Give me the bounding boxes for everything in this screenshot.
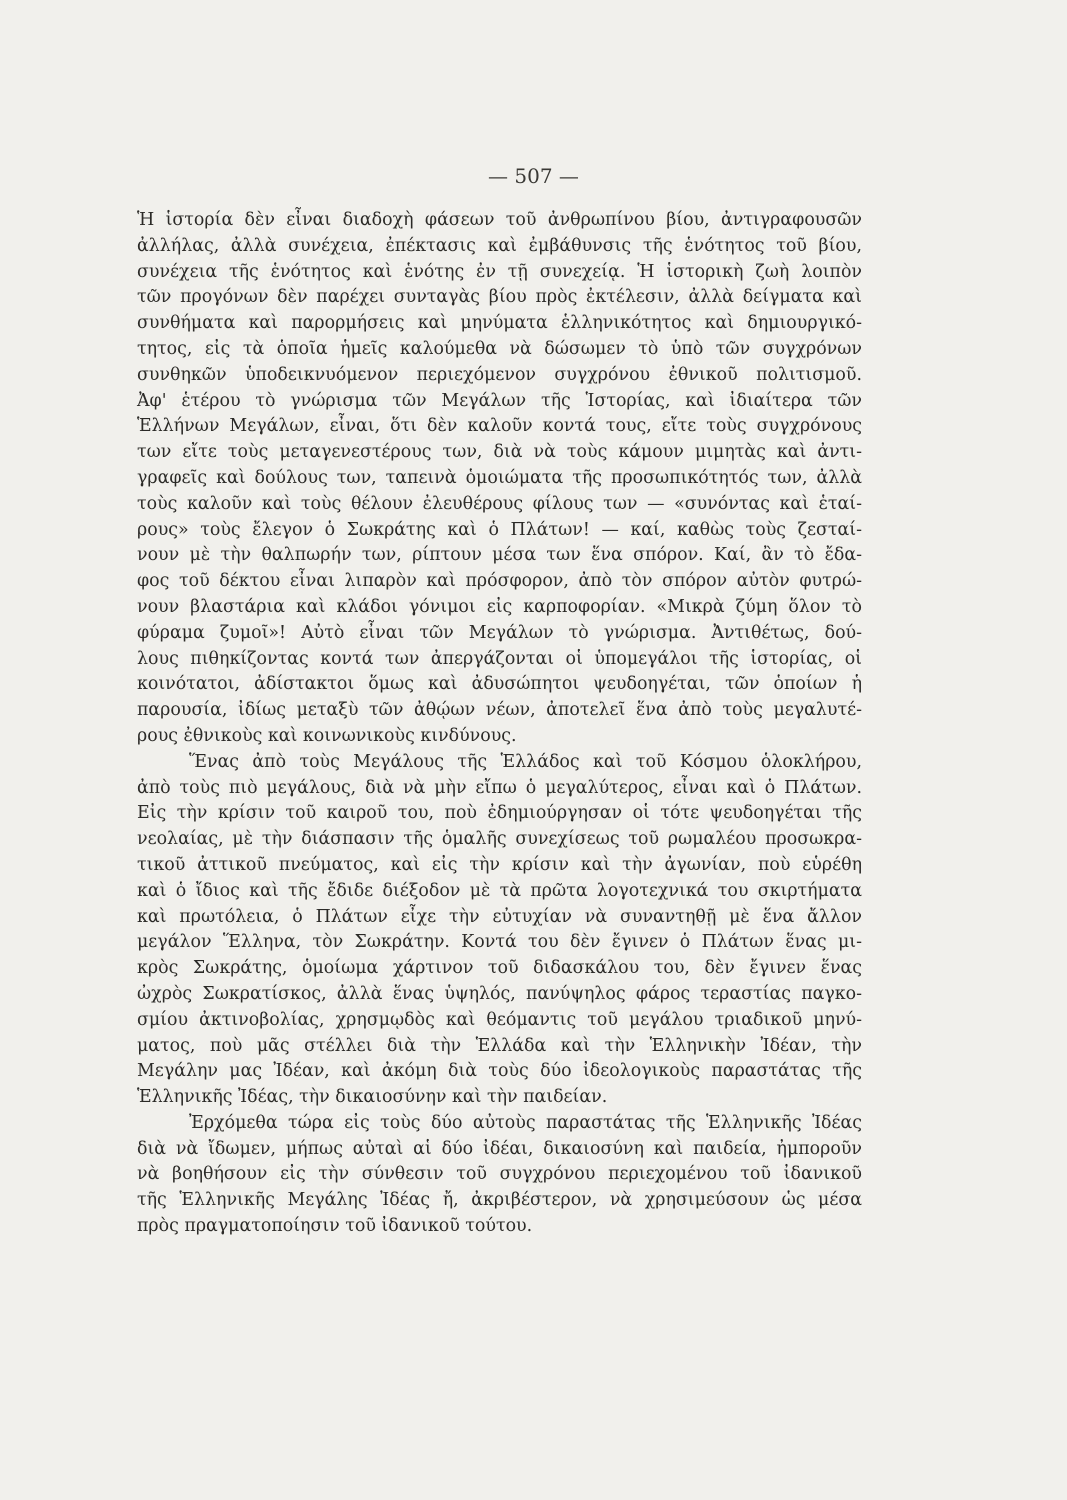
text-line: φος τοῦ δέκτου εἶναι λιπαρὸν καὶ πρόσφορον, ἀπὸ τὸν σπόρον αὐτὸν φυτρώ- [137, 571, 862, 592]
text-line: ἀπὸ τοὺς πιὸ μεγάλους, διὰ νὰ μὴν εἴπω ὁ μεγαλύτερος, εἶναι καὶ ὁ Πλάτων. [137, 777, 862, 798]
text-line: φύραμα ζυμοῖ»! Αὐτὸ εἶναι τῶν Μεγάλων τὸ γνώρισμα. Ἀντιθέτως, δού- [137, 622, 862, 643]
text-line: γραφεῖς καὶ δούλους των, ταπεινὰ ὁμοιώματα τῆς προσωπικότητός των, ἀλλὰ [137, 467, 862, 488]
text-line: Ἑλληνικῆς Ἰδέας, τὴν δικαιοσύνην καὶ τὴν παιδείαν. [137, 1087, 608, 1108]
text-line: Εἰς τὴν κρίσιν τοῦ καιροῦ του, ποὺ ἐδημιούργησαν οἱ τότε ψευδοηγέται τῆς [137, 803, 862, 824]
body-text [137, 208, 862, 1240]
text-line: Ἐρχόμεθα τώρα εἰς τοὺς δύο αὐτοὺς παραστάτας τῆς Ἑλληνικῆς Ἰδέας [189, 1112, 862, 1133]
text-line: Ἑλλήνων Μεγάλων, εἶναι, ὅτι δὲν καλοῦν κοντά τους, εἴτε τοὺς συγχρόνους [137, 416, 862, 437]
text-line: ρους ἐθνικοὺς καὶ κοινωνικοὺς κινδύνους. [137, 725, 517, 746]
text-line: συνθήματα καὶ παρορμήσεις καὶ μηνύματα ἑλληνικότητος καὶ δημιουργικό- [137, 313, 862, 334]
text-line: ὠχρὸς Σωκρατίσκος, ἀλλὰ ἕνας ὑψηλός, πανύψηλος φάρος τεραστίας παγκο- [137, 983, 862, 1004]
text-line: νουν μὲ τὴν θαλπωρήν των, ρίπτουν μέσα των ἕνα σπόρον. Καί, ἂν τὸ ἔδα- [137, 545, 862, 566]
text-line: κοινότατοι, ἀδίστακτοι ὅμως καὶ ἀδυσώπητοι ψευδοηγέται, τῶν ὁποίων ἡ [137, 674, 862, 695]
text-line: πρὸς πραγματοποίησιν τοῦ ἰδανικοῦ τούτου. [137, 1216, 533, 1237]
text-line: κρὸς Σωκράτης, ὁμοίωμα χάρτινον τοῦ διδασκάλου του, δὲν ἔγινεν ἕνας [137, 958, 862, 979]
text-line: Ἀφ' ἑτέρου τὸ γνώρισμα τῶν Μεγάλων τῆς Ἱστορίας, καὶ ἰδιαίτερα τῶν [137, 390, 862, 411]
text-line: νὰ βοηθήσουν εἰς τὴν σύνθεσιν τοῦ συγχρόνου περιεχομένου τοῦ ἰδανικοῦ [137, 1164, 862, 1185]
text-line: των εἴτε τοὺς μεταγενεστέρους των, διὰ νὰ τοὺς κάμουν μιμητὰς καὶ ἀντι- [137, 442, 862, 463]
text-line: Ἕνας ἀπὸ τοὺς Μεγάλους τῆς Ἑλλάδος καὶ τοῦ Κόσμου ὁλοκλήρου, [189, 751, 862, 772]
text-line: καὶ πρωτόλεια, ὁ Πλάτων εἶχε τὴν εὐτυχίαν νὰ συναντηθῇ μὲ ἕνα ἄλλον [137, 906, 862, 927]
text-line: λους πιθηκίζοντας κοντά των ἀπεργάζονται οἱ ὑπομεγάλοι τῆς ἱστορίας, οἱ [137, 648, 862, 669]
text-line: διὰ νὰ ἴδωμεν, μήπως αὐταὶ αἱ δύο ἰδέαι, δικαιοσύνη καὶ παιδεία, ἠμποροῦν [137, 1138, 862, 1159]
text-line: τητος, εἰς τὰ ὁποῖα ἡμεῖς καλούμεθα νὰ δώσωμεν τὸ ὑπὸ τῶν συγχρόνων [137, 338, 862, 359]
text-line: ρους» τοὺς ἔλεγον ὁ Σωκράτης καὶ ὁ Πλάτων! — καί, καθὼς τοὺς ζεσταί- [137, 519, 862, 540]
text-line: νεολαίας, μὲ τὴν διάσπασιν τῆς ὁμαλῆς συνεχίσεως τοῦ ρωμαλέου προσωκρα- [137, 829, 862, 850]
text-line: τικοῦ ἀττικοῦ πνεύματος, καὶ εἰς τὴν κρίσιν καὶ τὴν ἀγωνίαν, ποὺ εὑρέθη [137, 854, 862, 875]
text-line: μεγάλον Ἕλληνα, τὸν Σωκράτην. Κοντά του δὲν ἔγινεν ὁ Πλάτων ἕνας μι- [137, 932, 862, 953]
page-number: — 507 — [488, 164, 579, 188]
text-line: καὶ ὁ ἴδιος καὶ τῆς ἔδιδε διέξοδον μὲ τὰ πρῶτα λογοτεχνικά του σκιρτήματα [137, 880, 862, 901]
text-line: νουν βλαστάρια καὶ κλάδοι γόνιμοι εἰς καρποφορίαν. «Μικρὰ ζύμη ὅλον τὸ [137, 596, 862, 617]
text-line: τῆς Ἑλληνικῆς Μεγάλης Ἰδέας ἤ, ἀκριβέστερον, νὰ χρησιμεύσουν ὡς μέσα [137, 1190, 862, 1211]
text-line: τῶν προγόνων δὲν παρέχει συνταγὰς βίου πρὸς ἐκτέλεσιν, ἀλλὰ δείγματα καὶ [137, 287, 862, 308]
text-line: παρουσία, ἰδίως μεταξὺ τῶν ἀθῴων νέων, ἀποτελεῖ ἕνα ἀπὸ τοὺς μεγαλυτέ- [137, 700, 862, 721]
text-line: ματος, ποὺ μᾶς στέλλει διὰ τὴν Ἑλλάδα καὶ τὴν Ἑλληνικὴν Ἰδέαν, τὴν [137, 1035, 862, 1056]
text-line: ἀλλήλας, ἀλλὰ συνέχεια, ἐπέκτασις καὶ ἐμβάθυνσις τῆς ἑνότητος τοῦ βίου, [137, 235, 862, 256]
text-line: Ἡ ἱστορία δὲν εἶναι διαδοχὴ φάσεων τοῦ ἀνθρωπίνου βίου, ἀντιγραφουσῶν [137, 210, 862, 230]
text-line: συνέχεια τῆς ἑνότητος καὶ ἑνότης ἐν τῇ συνεχείᾳ. Ἡ ἱστορικὴ ζωὴ λοιπὸν [137, 261, 862, 282]
text-line: σμίου ἀκτινοβολίας, χρησμῳδὸς καὶ θεόμαντις τοῦ μεγάλου τριαδικοῦ μηνύ- [137, 1009, 862, 1030]
text-line: Μεγάλην μας Ἰδέαν, καὶ ἀκόμη διὰ τοὺς δύο ἰδεολογικοὺς παραστάτας τῆς [137, 1061, 862, 1082]
text-line: συνθηκῶν ὑποδεικνυόμενον περιεχόμενον συγχρόνου ἐθνικοῦ πολιτισμοῦ. [137, 364, 862, 385]
text-line: τοὺς καλοῦν καὶ τοὺς θέλουν ἐλευθέρους φίλους των — «συνόντας καὶ ἑταί- [137, 493, 862, 514]
